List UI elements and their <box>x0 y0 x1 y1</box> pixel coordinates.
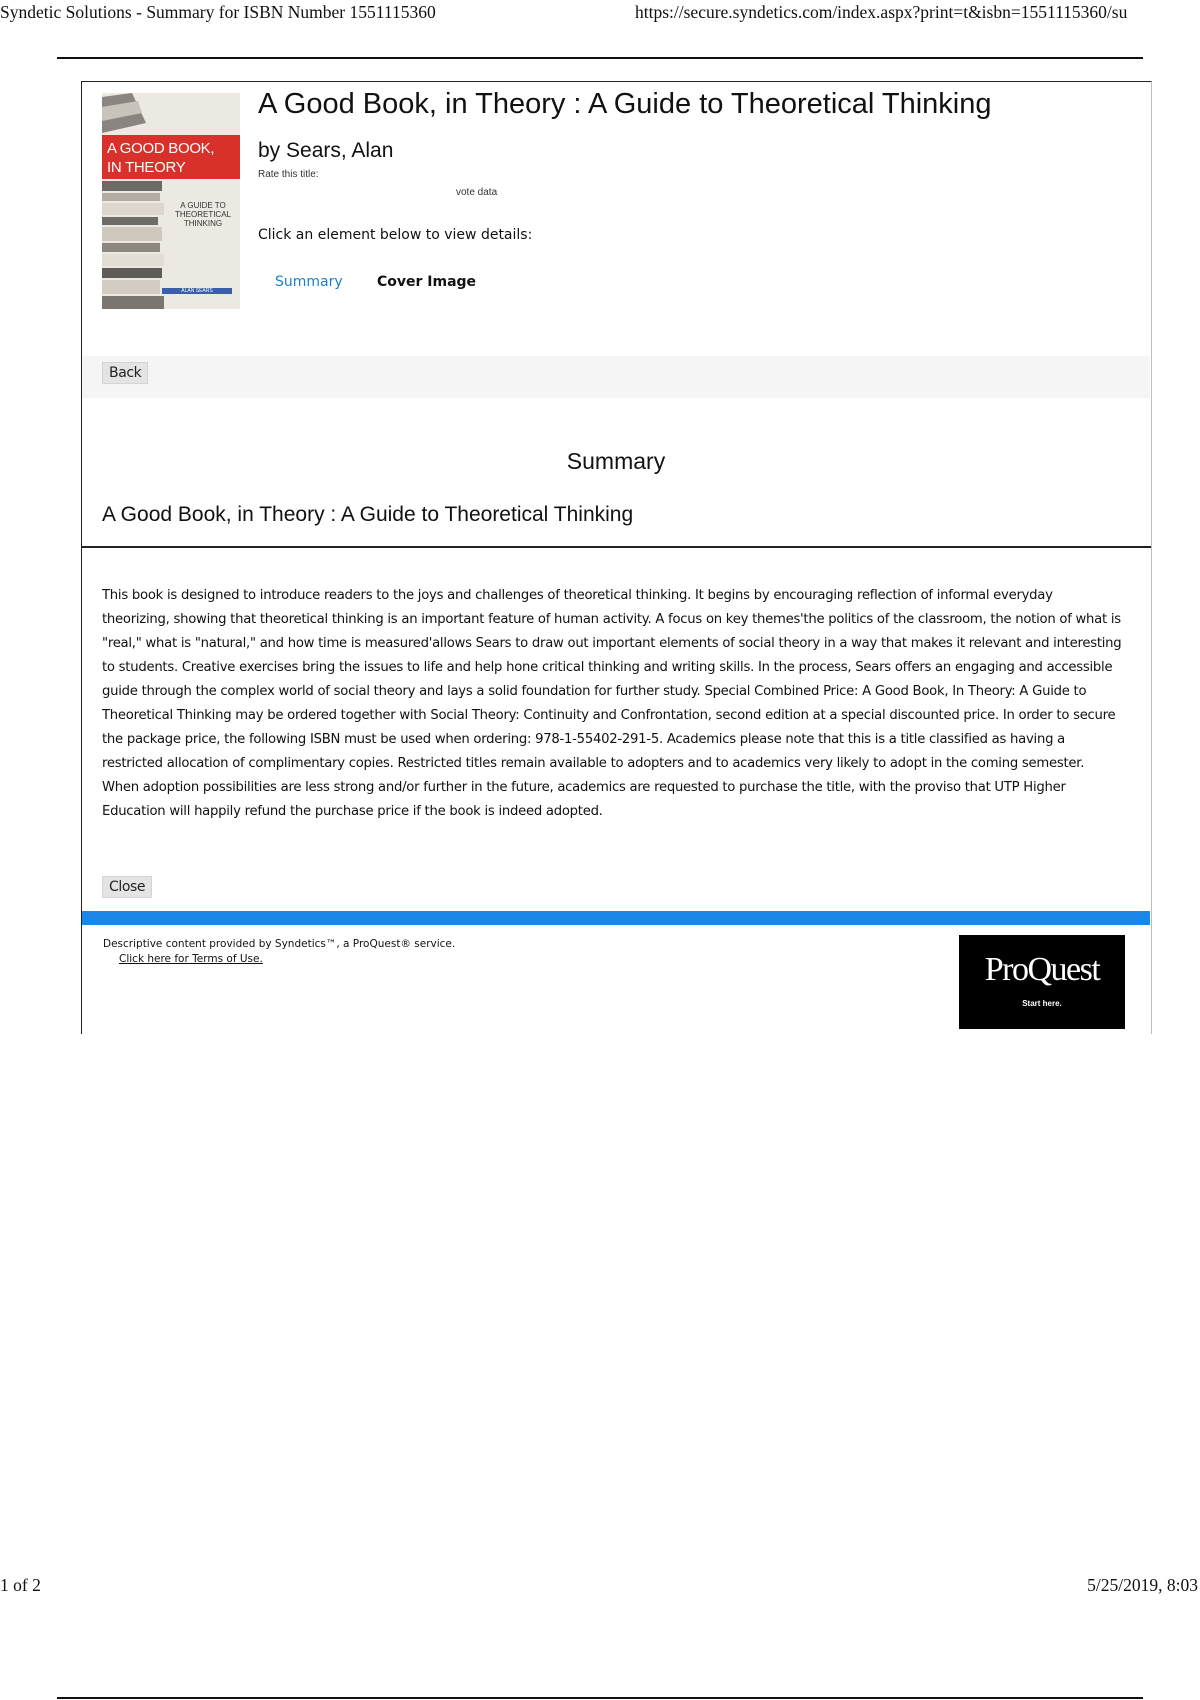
proquest-logo-tagline: Start here. <box>1022 999 1062 1008</box>
close-button[interactable]: Close <box>102 876 152 898</box>
summary-book-title: A Good Book, in Theory : A Guide to Theoretical Thinking <box>102 503 634 526</box>
cover-subtitle: A GUIDE TO THEORETICAL THINKING <box>174 201 231 228</box>
print-page-number: 1 of 2 <box>0 1575 41 1595</box>
summary-divider <box>81 546 1151 548</box>
details-instruction: Click an element below to view details: <box>258 227 533 243</box>
rate-title-label: Rate this title: <box>258 169 319 180</box>
book-title: A Good Book, in Theory : A Guide to Theoretical Thinking <box>258 88 992 120</box>
summary-body: This book is designed to introduce readers to the joys and challenges of theoretical thinking. It begins by encouraging reflection of informal everyday theorizing, showing that theoretical thinking is an important feature of human activity. A focus on key themes'the politics of the classroom, the notion of what is "real," what is "natural," and how time is measured'allows Sears to draw out important elements of social theory in a way that makes it relevant and interesting to students. Creative exercises bring the issues to life and help hone critical thinking and writing skills. In the process, Sears offers an engaging and accessible guide through the complex world of social theory and lays a solid foundation for further study. Special Combined Price: A Good Book, In Theory: A Guide to Theoretical Thinking may be ordered together with Social Theory: Continuity and Confrontation, second edition at a special discounted price. In order to secure the package price, the following ISBN must be used when ordering: 978-1-55402-291-5. Academics please note that this is a title classified as having a restricted allocation of complimentary copies. Restricted titles remain available to adopters and to academics very likely to adopt in the coming semester. When adoption possibilities are less strong and/or further in the future, academics are requested to purchase the title, with the proviso that UTP Higher Education will happily refund the purchase price if the book is indeed adopted. <box>102 588 1122 819</box>
book-cover-image[interactable] <box>102 93 240 309</box>
header-rule <box>57 57 1143 59</box>
syndetics-content-frame <box>81 81 1152 1034</box>
cover-author-band: ALAN SEARS <box>162 288 232 294</box>
footer-accent-bar <box>82 911 1150 925</box>
print-page-url: https://secure.syndetics.com/index.aspx?print=t&isbn=1551115360/su <box>635 2 1128 22</box>
tab-cover-image[interactable]: Cover Image <box>377 274 477 290</box>
print-page-title: Syndetic Solutions - Summary for ISBN Number 1551115360 <box>0 2 436 22</box>
syndetics-attribution: Descriptive content provided by Syndetics™, a ProQuest® service. <box>103 938 456 950</box>
terms-of-use-link[interactable]: Click here for Terms of Use. <box>119 953 263 965</box>
book-author: by Sears, Alan <box>258 139 394 162</box>
proquest-logo[interactable] <box>959 935 1125 1029</box>
back-toolbar <box>82 356 1150 398</box>
back-button[interactable]: Back <box>102 362 148 384</box>
vote-data: vote data <box>456 187 498 198</box>
print-datetime: 5/25/2019, 8:03 <box>1087 1575 1198 1595</box>
proquest-logo-word: ProQuest <box>984 951 1100 988</box>
cover-title: A GOOD BOOK, IN THEORY <box>107 140 215 176</box>
tab-summary[interactable]: Summary <box>275 274 343 290</box>
summary-heading: Summary <box>566 448 666 474</box>
print-header <box>0 0 1200 26</box>
footer-rule <box>57 1697 1143 1699</box>
